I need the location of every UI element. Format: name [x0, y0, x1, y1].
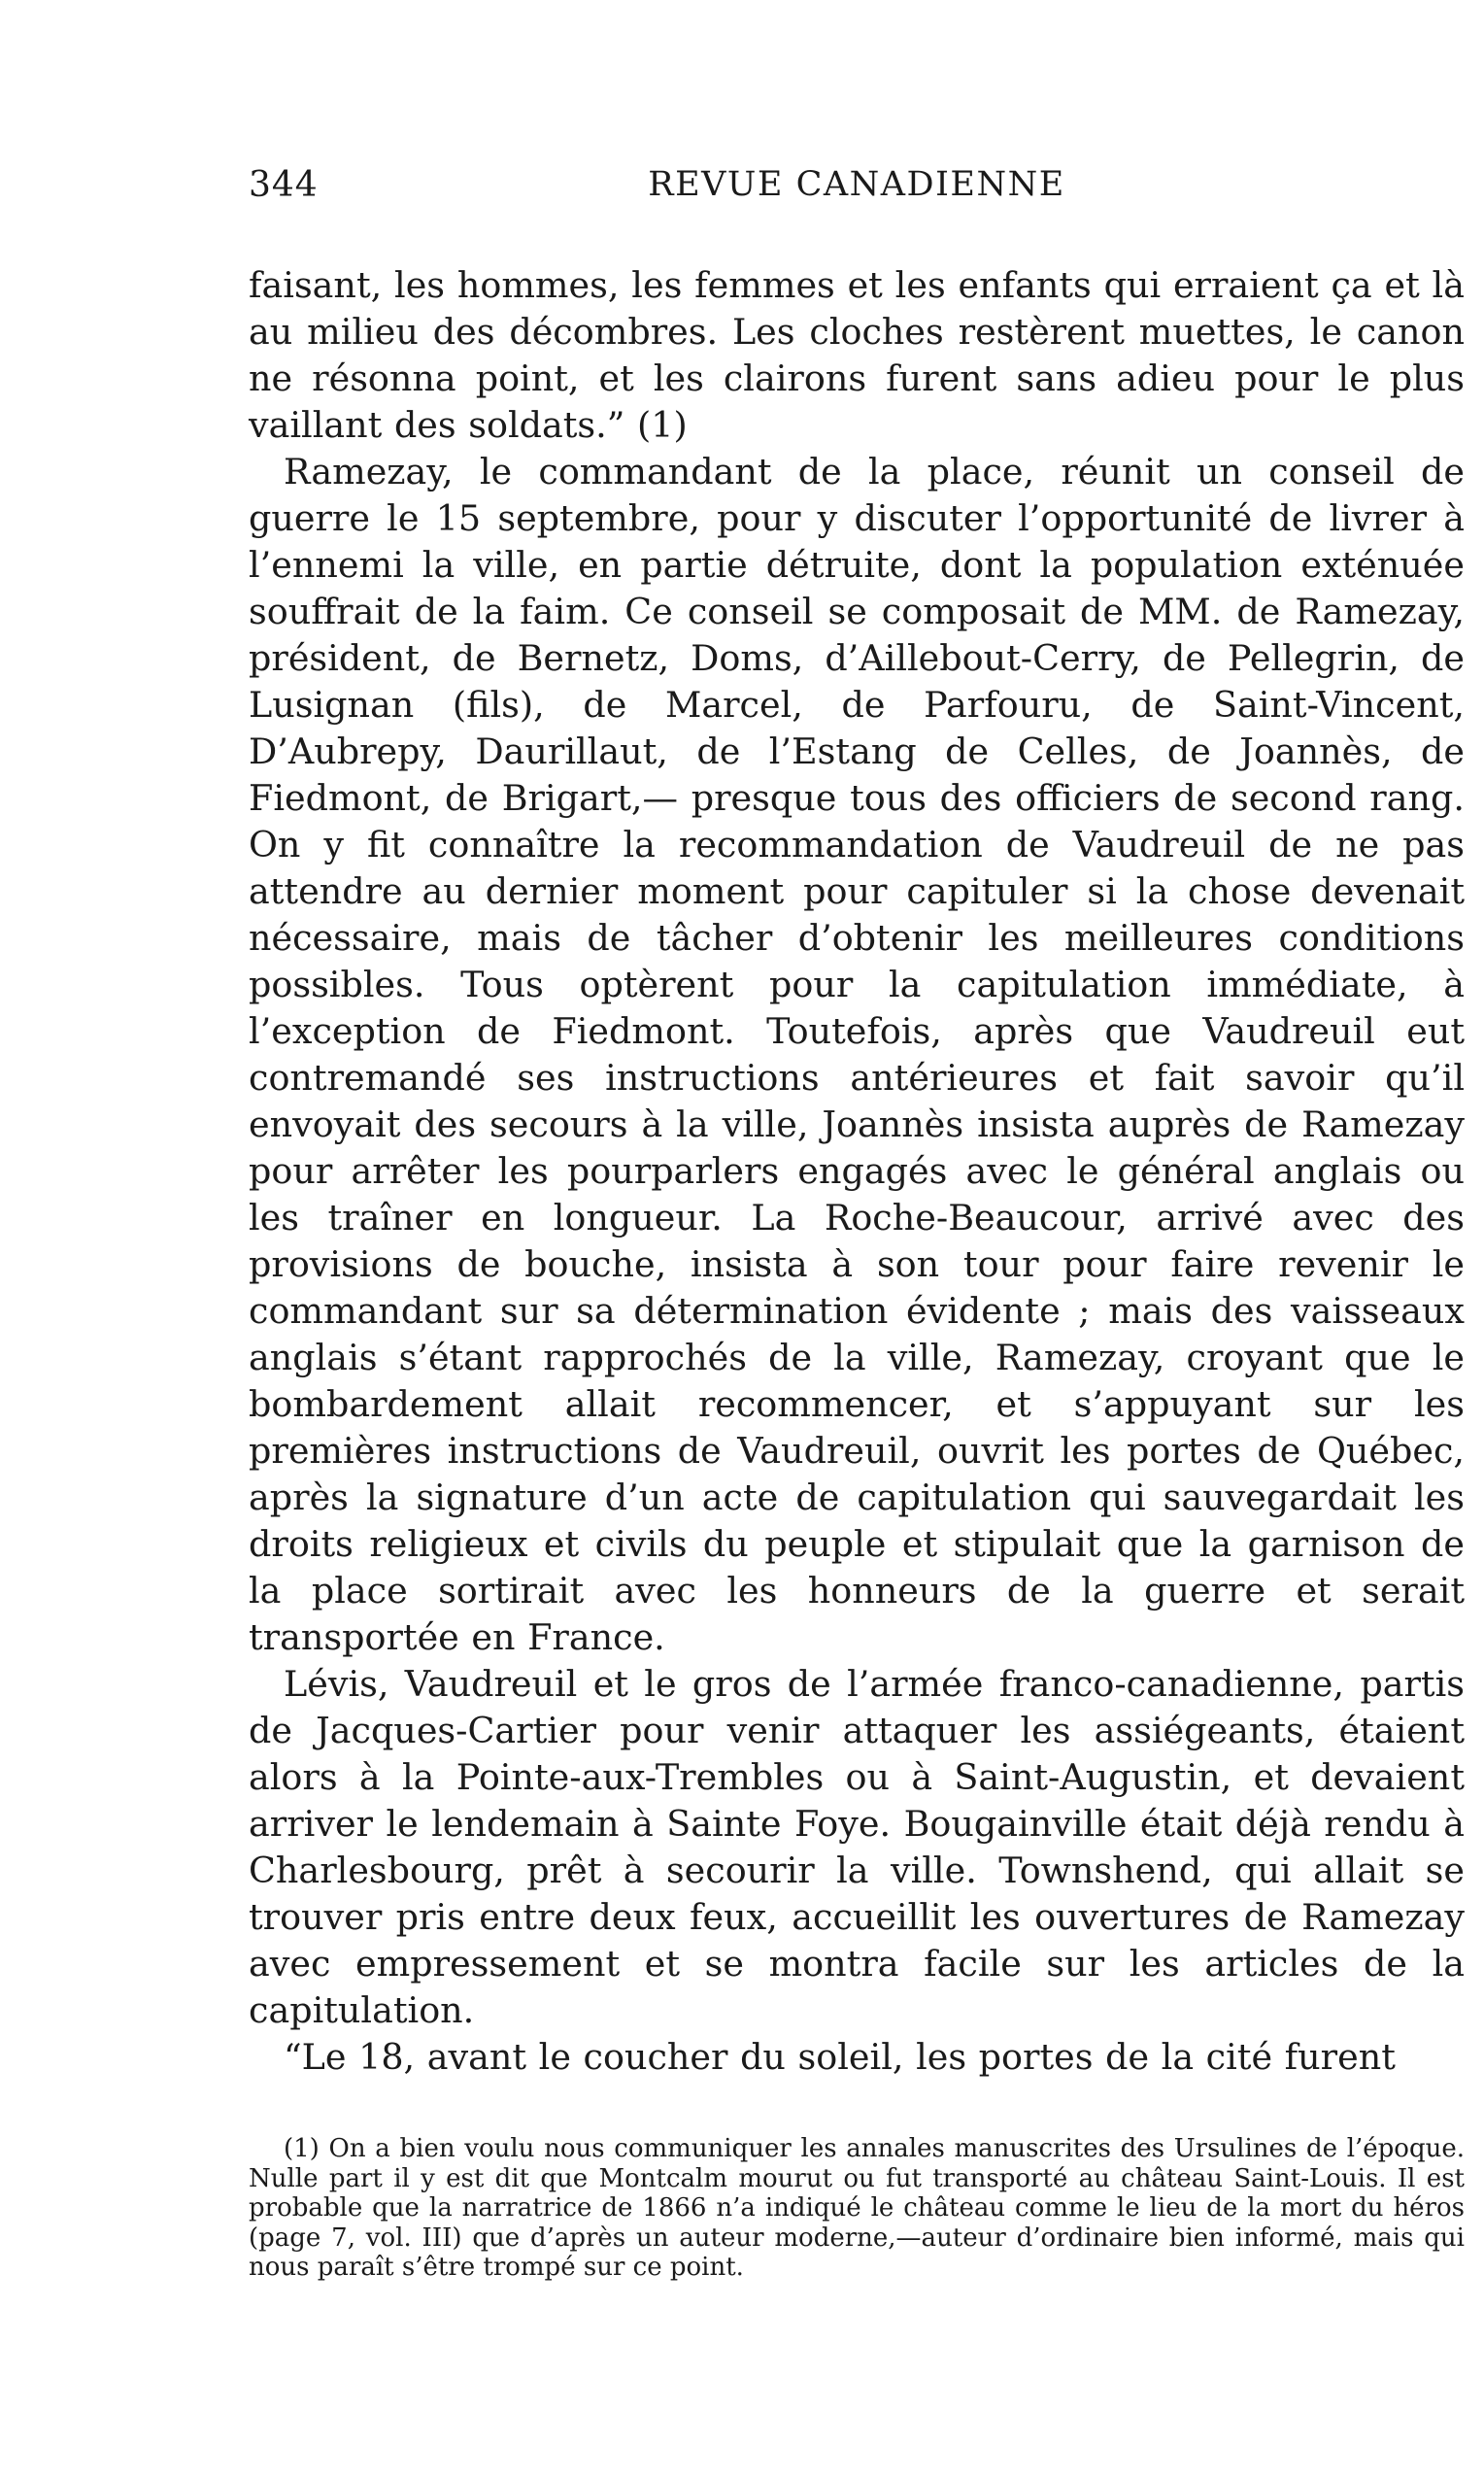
- footnote: [249, 2134, 1465, 2283]
- document-page: [249, 165, 1465, 2283]
- paragraph-continued: faisant, les hommes, les femmes et les enfants qui erraient ça et là au milieu des décombres. Les cloches restèrent muettes, le canon ne résonna point, et les clairons furent sans adieu pour le plus vaillant des soldats.” (1): [249, 264, 1465, 446]
- footnote-text: (1) On a bien voulu nous communiquer les annales manuscrites des Ursulines de l’époque. Nulle part il y est dit que Montcalm mourut ou fut transporté au château Saint-Louis. Il est probable que la narratrice de 1866 n’a indiqué le château comme le lieu de la mort du héros (page 7, vol. III) que d’après un auteur moderne,—auteur d’ordinaire bien informé, mais qui nous paraît s’être trompé sur ce point.: [249, 2134, 1465, 2282]
- paragraph-conseil-de-guerre: Ramezay, le commandant de la place, réunit un conseil de guerre le 15 septembre, pour y discuter l’opportunité de livrer à l’ennemi la ville, en partie détruite, dont la population exténuée souffrait de la faim. Ce conseil se composait de MM. de Ramezay, président, de Bernetz, Doms, d’Aillebout-Cerry, de Pellegrin, de Lusignan (fils), de Marcel, de Parfouru, de Saint-Vincent, D’Aubrepy, Daurillaut, de l’Estang de Celles, de Joannès, de Fiedmont, de Brigart,— presque tous des officiers de second rang. On y fit connaître la recommandation de Vaudreuil de ne pas attendre au dernier moment pour capituler si la chose devenait nécessaire, mais de tâcher d’obtenir les meilleures conditions possibles. Tous optèrent pour la capitulation immédiate, à l’exception de Fiedmont. Toutefois, après que Vaudreuil eut contremandé ses instructions antérieures et fait savoir qu’il envoyait des secours à la ville, Joannès insista auprès de Ramezay pour arrêter les pourparlers engagés avec le général anglais ou les traîner en longueur. La Roche-Beaucour, arrivé avec des provisions de bouche, insista à son tour pour faire revenir le commandant sur sa détermination évidente ; mais des vaisseaux anglais s’étant rapprochés de la ville, Ramezay, croyant que le bombardement allait recommencer, et s’appuyant sur les premières instructions de Vaudreuil, ouvrit les portes de Québec, après la signature d’un acte de capitulation qui sauvegardait les droits religieux et civils du peuple et stipulait que la garnison de la place sortirait avec les honneurs de la guerre et serait transportée en France.: [249, 451, 1465, 1658]
- page-number: 344: [249, 165, 319, 205]
- running-head: [249, 165, 1465, 233]
- paragraph-levis-vaudreuil: Lévis, Vaudreuil et le gros de l’armée franco-canadienne, partis de Jacques-Cartier pour venir attaquer les assiégeants, étaient alors à la Pointe-aux-Trembles ou à Saint-Augustin, et devaient arriver le lendemain à Sainte Foye. Bougainville était déjà rendu à Charlesbourg, prêt à secourir la ville. Townshend, qui allait se trouver pris entre deux feux, accueillit les ouvertures de Ramezay avec empressement et se montra facile sur les articles de la capitulation.: [249, 1663, 1465, 2031]
- paragraph-le-18: “Le 18, avant le coucher du soleil, les portes de la cité furent: [284, 2036, 1396, 2078]
- body-text: [249, 262, 1465, 2081]
- running-title: REVUE CANADIENNE: [648, 165, 1065, 204]
